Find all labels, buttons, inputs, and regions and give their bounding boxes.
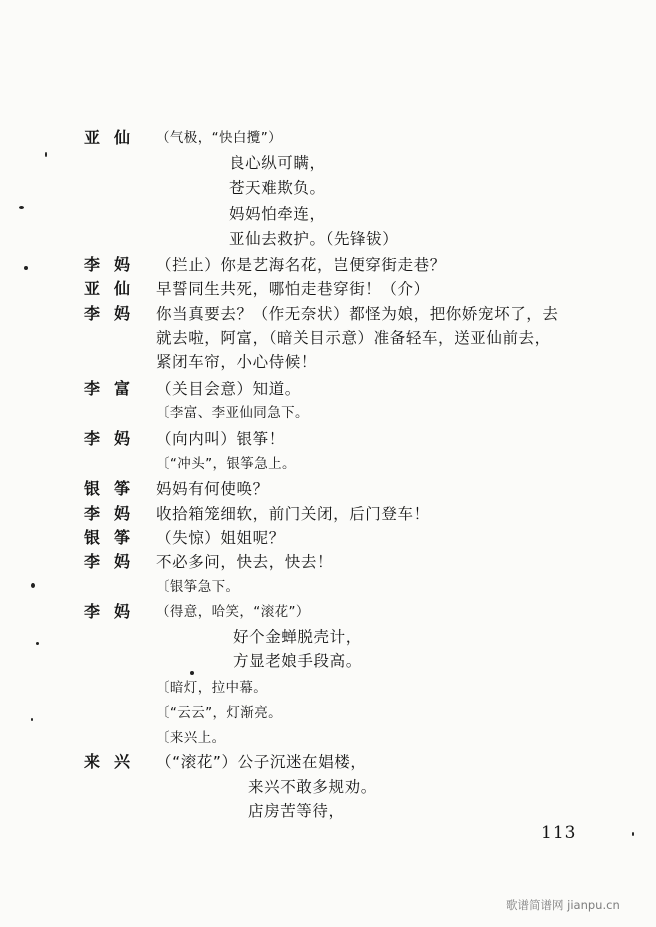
stage-direction: 〔来兴上。 bbox=[156, 730, 226, 746]
dialogue-line: 收拾箱笼细软，前门关闭，后门登车！ bbox=[156, 505, 430, 523]
dialogue-line: （得意，哈笑，“滚花”） bbox=[156, 604, 310, 620]
verse-line: 好个金蝉脱壳计， bbox=[233, 628, 362, 646]
speaker-label: 亚仙 bbox=[84, 279, 145, 298]
dialogue-line: （关目会意）知道。 bbox=[156, 380, 301, 398]
watermark-text: 歌谱简谱网 jianpu.cn bbox=[506, 898, 620, 912]
dialogue-continuation: 紧闭车帘，小心侍候！ bbox=[156, 353, 318, 371]
speaker-label: 李妈 bbox=[84, 552, 145, 571]
stage-direction: 〔“云云”，灯渐亮。 bbox=[156, 705, 282, 721]
stage-direction: 〔暗灯，拉中幕。 bbox=[156, 680, 268, 696]
speaker-label: 李妈 bbox=[84, 429, 145, 448]
dialogue-continuation: 就去啦，阿富，（暗关目示意）准备轻车，送亚仙前去， bbox=[156, 329, 551, 347]
speaker-label: 李妈 bbox=[84, 304, 145, 323]
dialogue-line: （气极，“快白攬”） bbox=[156, 130, 282, 146]
scan-speck bbox=[632, 832, 634, 836]
dialogue-line: 你当真要去？（作无奈状）都怪为娘，把你娇宠坏了，去 bbox=[156, 305, 559, 323]
speaker-label: 银筝 bbox=[84, 479, 145, 498]
verse-line: 来兴不敢多规劝。 bbox=[248, 778, 377, 796]
dialogue-line: （向内叫）银筝！ bbox=[156, 430, 285, 448]
speaker-label: 来兴 bbox=[84, 752, 145, 771]
dialogue-line: （失惊）姐姐呢？ bbox=[156, 529, 285, 547]
scan-speck bbox=[31, 583, 35, 588]
verse-line: 妈妈怕牵连， bbox=[229, 205, 326, 223]
dialogue-line: （拦止）你是艺海名花，岂便穿街走巷？ bbox=[156, 256, 446, 274]
scan-speck bbox=[190, 671, 194, 675]
speaker-label: 李富 bbox=[84, 379, 145, 398]
dialogue-line: 早誓同生共死，哪怕走巷穿街！（介） bbox=[156, 280, 430, 298]
dialogue-line: （“滚花”）公子沉迷在娼楼， bbox=[156, 753, 367, 771]
speaker-label: 银筝 bbox=[84, 528, 145, 547]
speaker-label: 李妈 bbox=[84, 602, 145, 621]
stage-direction: 〔银筝急下。 bbox=[156, 579, 240, 595]
verse-line: 店房苦等待， bbox=[248, 802, 345, 820]
dialogue-line: 不必多问，快去，快去！ bbox=[156, 553, 334, 571]
page-number: 113 bbox=[541, 823, 577, 843]
dialogue-line: 妈妈有何使唤？ bbox=[156, 480, 269, 498]
scan-speck bbox=[36, 642, 39, 645]
verse-line: 方显老娘手段高。 bbox=[233, 652, 362, 670]
speaker-label: 李妈 bbox=[84, 504, 145, 523]
verse-line: 良心纵可瞒， bbox=[229, 154, 326, 172]
scan-speck bbox=[24, 266, 28, 270]
verse-line: 亚仙去救护。（先锋钹） bbox=[229, 230, 399, 248]
stage-direction: 〔李富、李亚仙同急下。 bbox=[156, 405, 309, 421]
speaker-label: 李妈 bbox=[84, 255, 145, 274]
stage-direction: 〔“冲头”，银筝急上。 bbox=[156, 456, 296, 472]
scan-speck bbox=[19, 206, 24, 209]
scan-speck bbox=[45, 152, 47, 157]
speaker-label: 亚仙 bbox=[84, 128, 145, 147]
scan-speck bbox=[31, 718, 33, 721]
verse-line: 苍天难欺负。 bbox=[229, 179, 326, 197]
